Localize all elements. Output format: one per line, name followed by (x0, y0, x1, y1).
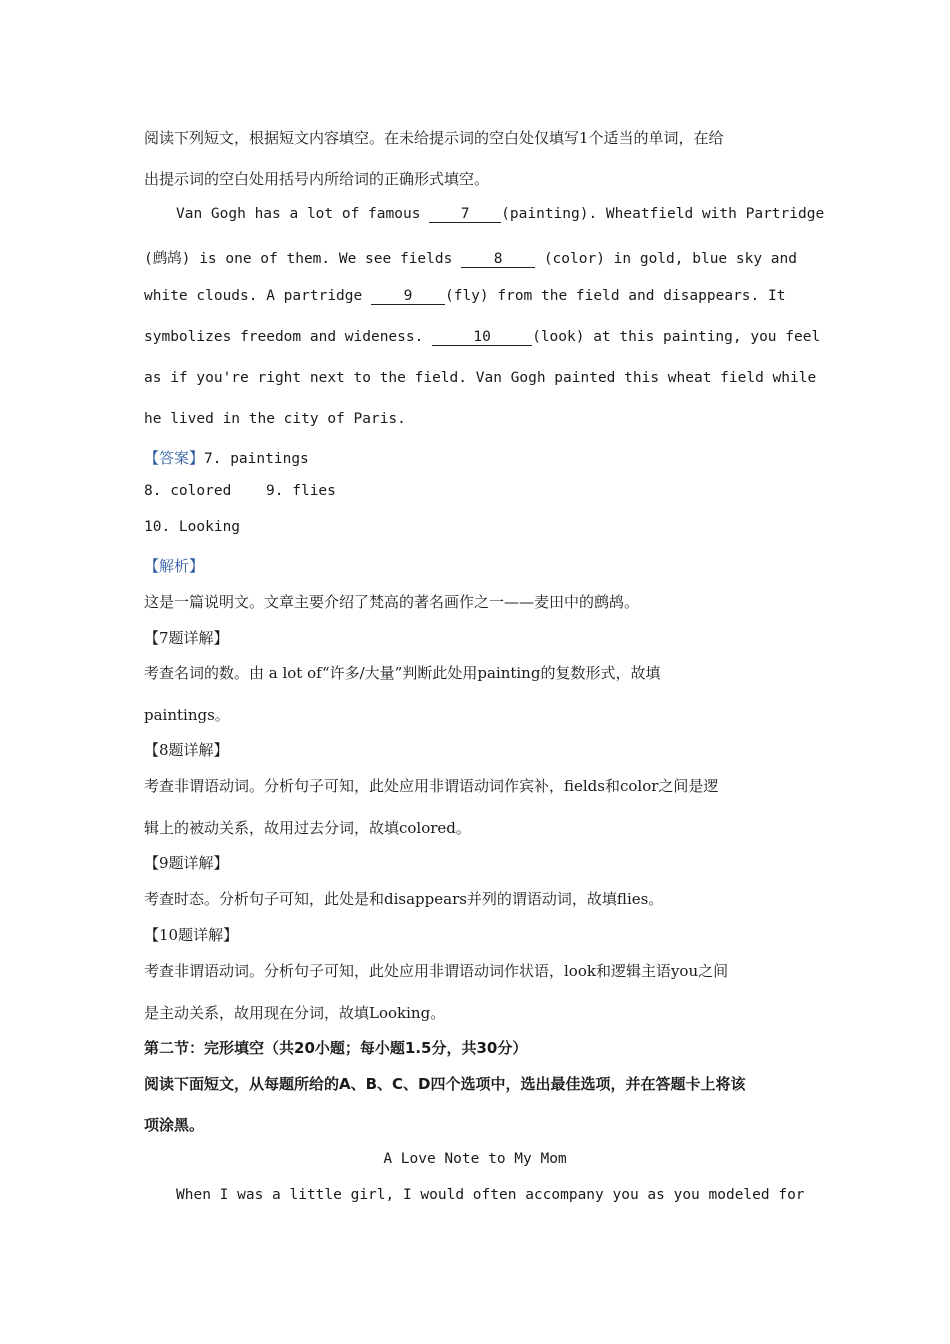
detail-8-line-1: 考查非谓语动词。分析句子可知，此处应用非谓语动词作宾补，fields和color之间是逻 (144, 777, 719, 795)
detail-7-line-2: paintings。 (144, 706, 230, 724)
answer-7: 7. paintings (204, 451, 309, 467)
passage-line-1 (176, 206, 824, 223)
detail-8-line-2: 辑上的被动关系，故用过去分词，故填colored。 (144, 819, 471, 837)
answer-line-1 (144, 447, 309, 468)
passage-text: symbolizes freedom and wideness. (144, 329, 424, 345)
detail-9-line-1: 考查时态。分析句子可知，此处是和disappears并列的谓语动词，故填flies。 (144, 890, 664, 908)
passage-text: Van Gogh has a lot of famous (176, 206, 421, 222)
section-2-instruction-2: 项涂黑。 (144, 1116, 205, 1134)
blank-9: 9 (371, 288, 445, 305)
detail-10-heading: 【10题详解】 (144, 926, 239, 944)
section-2-heading: 第二节：完形填空（共20小题；每小题1.5分，共30分） (144, 1039, 528, 1057)
answer-8: 8. colored (144, 483, 232, 499)
answer-label: 【答案】 (144, 449, 205, 467)
passage-text: (fly) from the field and disappears. It (444, 288, 786, 304)
blank-8: 8 (461, 251, 535, 268)
blank-7: 7 (429, 206, 501, 223)
passage-line-5: as if you're right next to the field. Van Gogh painted this wheat field while (144, 370, 817, 386)
detail-9-heading: 【9题详解】 (144, 854, 229, 872)
answer-9: 9. flies (266, 483, 336, 499)
detail-10-line-2: 是主动关系，故用现在分词，故填Looking。 (144, 1004, 446, 1022)
detail-7-heading: 【7题详解】 (144, 629, 229, 647)
passage-line-4 (144, 329, 820, 346)
passage-text: (look) at this painting, you feel (532, 329, 821, 345)
passage-text: (color) in gold, blue sky and (535, 251, 797, 267)
passage-line-2 (144, 247, 797, 268)
passage-line-6: he lived in the city of Paris. (144, 411, 406, 427)
passage-text: white clouds. A partridge (144, 288, 363, 304)
section-2-instruction-1: 阅读下面短文，从每题所给的A、B、C、D四个选项中，选出最佳选项，并在答题卡上将该 (144, 1075, 746, 1093)
answer-line-3: 10. Looking (144, 519, 241, 535)
passage-title: A Love Note to My Mom (383, 1151, 567, 1167)
cloze-paragraph-line-1: When I was a little girl, I would often accompany you as you modeled for (176, 1187, 805, 1203)
blank-10: 10 (432, 329, 532, 346)
analysis-label: 【解析】 (144, 557, 205, 575)
analysis-summary: 这是一篇说明文。文章主要介绍了梵高的著名画作之一——麦田中的鹧鸪。 (144, 593, 640, 611)
answer-line-2 (144, 483, 336, 499)
detail-10-line-1: 考查非谓语动词。分析句子可知，此处应用非谓语动词作状语，look和逻辑主语you之间 (144, 962, 729, 980)
detail-7-line-1: 考查名词的数。由 a lot of“许多/大量”判断此处用painting的复数形式，故填 (144, 664, 661, 682)
passage-text: (painting). Wheatfield with Partridge (501, 206, 825, 222)
passage-line-3 (144, 288, 785, 305)
instruction-line-2: 出提示词的空白处用括号内所给词的正确形式填空。 (144, 170, 490, 188)
instruction-line-1: 阅读下列短文，根据短文内容填空。在未给提示词的空白处仅填写1个适当的单词，在给 (144, 129, 724, 147)
passage-text: (鹧鸪) is one of them. We see fields (144, 251, 453, 267)
detail-8-heading: 【8题详解】 (144, 741, 229, 759)
